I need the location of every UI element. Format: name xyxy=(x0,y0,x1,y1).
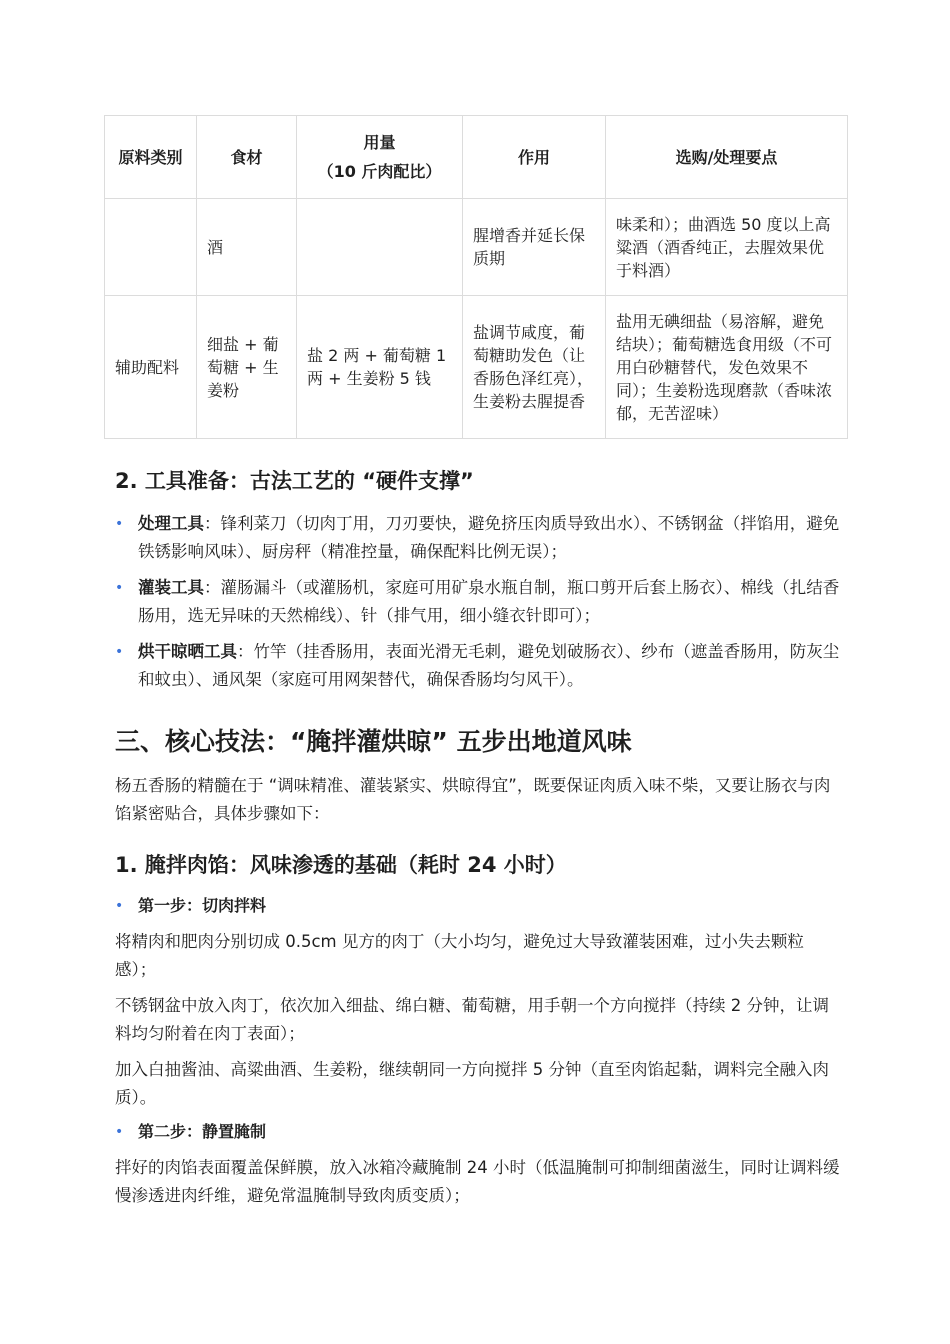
table-row xyxy=(105,199,848,296)
header-category: 原料类别 xyxy=(105,116,197,199)
cell-role: 盐调节咸度，葡萄糖助发色（让香肠色泽红亮），生姜粉去腥提香 xyxy=(463,296,606,439)
list-item xyxy=(115,574,840,630)
table-row xyxy=(105,296,848,439)
step1-heading: 1. 腌拌肉馅：风味渗透的基础（耗时 24 小时） xyxy=(115,853,567,877)
tools-heading: 2. 工具准备：古法工艺的 “硬件支撑” xyxy=(115,469,474,493)
item-label: 处理工具 xyxy=(138,514,204,533)
cell-tips: 味柔和）；曲酒选 50 度以上高粱酒（酒香纯正，去腥效果优于料酒） xyxy=(606,199,848,296)
header-amount xyxy=(297,116,463,199)
section3-heading: 三、核心技法：“腌拌灌烘晾” 五步出地道风味 xyxy=(115,727,632,756)
sub-step-heading xyxy=(115,1118,840,1146)
list-item xyxy=(115,510,840,566)
item-text: ：竹竿（挂香肠用，表面光滑无毛刺，避免划破肠衣）、纱布（遮盖香肠用，防灰尘和蚊虫）、通风架（家庭可用网架替代，确保香肠均匀风干）。 xyxy=(138,642,840,689)
header-role: 作用 xyxy=(463,116,606,199)
sub-step-label: 第一步：切肉拌料 xyxy=(138,896,267,915)
paragraph: 不锈钢盆中放入肉丁，依次加入细盐、绵白糖、葡萄糖，用手朝一个方向搅拌（持续 2 分钟，让调料均匀附着在肉丁表面）； xyxy=(115,996,829,1043)
item-label: 烘干晾晒工具 xyxy=(138,642,237,661)
item-label: 灌装工具 xyxy=(138,578,204,597)
item-text: ：锋利菜刀（切肉丁用，刀刃要快，避免挤压肉质导致出水）、不锈钢盆（拌馅用，避免铁锈影响风味）、厨房秤（精准控量，确保配料比例无误）； xyxy=(138,514,840,561)
cell-tips: 盐用无碘细盐（易溶解，避免结块）；葡萄糖选食用级（不可用白砂糖替代，发色效果不同）；生姜粉选现磨款（香味浓郁，无苦涩味） xyxy=(606,296,848,439)
paragraph: 加入白抽酱油、高粱曲酒、生姜粉，继续朝同一方向搅拌 5 分钟（直至肉馅起黏，调料完全融入肉质）。 xyxy=(115,1060,829,1107)
bullet-icon: • xyxy=(115,516,124,532)
table-header-row xyxy=(105,116,848,199)
paragraph: 将精肉和肥肉分别切成 0.5cm 见方的肉丁（大小均匀，避免过大导致灌装困难，过小失去颗粒感）； xyxy=(115,932,804,979)
bullet-icon: • xyxy=(115,898,124,914)
ingredients-table xyxy=(104,115,848,439)
cell-ingredient: 细盐 + 葡萄糖 + 生姜粉 xyxy=(197,296,297,439)
cell-category xyxy=(105,199,197,296)
cell-role: 腥增香并延长保质期 xyxy=(463,199,606,296)
sub-step-label: 第二步：静置腌制 xyxy=(138,1122,267,1141)
section3-intro: 杨五香肠的精髓在于 “调味精准、灌装紧实、烘晾得宜”，既要保证肉质入味不柴，又要让肠衣与肉馅紧密贴合，具体步骤如下： xyxy=(115,776,831,823)
header-amount-label: 用量 xyxy=(363,133,396,152)
header-tips: 选购/处理要点 xyxy=(606,116,848,199)
bullet-icon: • xyxy=(115,644,124,660)
cell-amount: 盐 2 两 + 葡萄糖 1 两 + 生姜粉 5 钱 xyxy=(297,296,463,439)
item-text: ：灌肠漏斗（或灌肠机，家庭可用矿泉水瓶自制，瓶口剪开后套上肠衣）、棉线（扎结香肠用，选无异味的天然棉线）、针（排气用，细小缝衣针即可）； xyxy=(138,578,840,625)
cell-amount xyxy=(297,199,463,296)
sub-step-heading xyxy=(115,892,840,920)
tools-list xyxy=(115,510,840,694)
header-amount-note: （10 斤肉配比） xyxy=(317,162,442,181)
bullet-icon: • xyxy=(115,580,124,596)
paragraph: 拌好的肉馅表面覆盖保鲜膜，放入冰箱冷藏腌制 24 小时（低温腌制可抑制细菌滋生，同时让调料缓慢渗透进肉纤维，避免常温腌制导致肉质变质）； xyxy=(115,1158,840,1205)
header-ingredient: 食材 xyxy=(197,116,297,199)
bullet-icon: • xyxy=(115,1124,124,1140)
cell-category: 辅助配料 xyxy=(105,296,197,439)
list-item xyxy=(115,638,840,694)
cell-ingredient: 酒 xyxy=(197,199,297,296)
document-body xyxy=(115,462,840,1210)
